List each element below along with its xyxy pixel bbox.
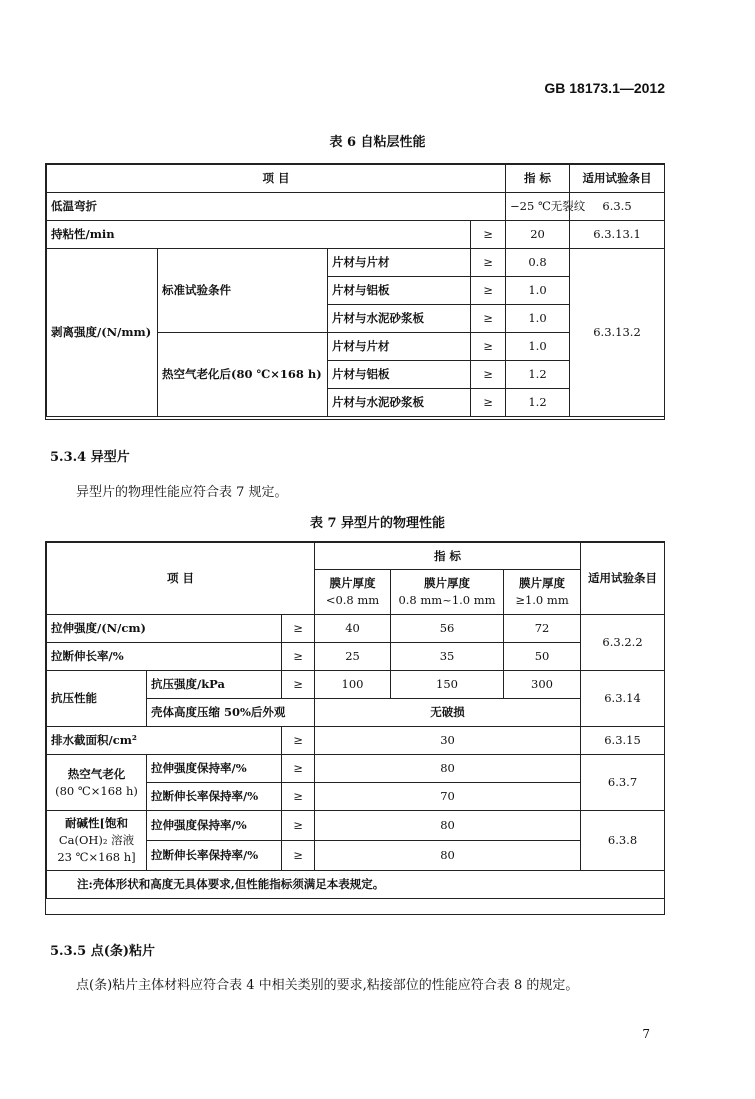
elongation-label: 拉断伸长率/% bbox=[47, 643, 282, 671]
heat-elong-label: 拉断伸长率保持率/% bbox=[147, 783, 282, 811]
table-row bbox=[47, 249, 665, 277]
alkali-line1: 耐碱性[饱和 bbox=[65, 815, 128, 830]
peel-std-2-cmp: ≥ bbox=[471, 277, 506, 305]
alkali-line2: Ca(OH)₂ 溶液 bbox=[58, 832, 135, 847]
drainage-cmp: ≥ bbox=[282, 727, 315, 755]
peel-std-2-value: 1.0 bbox=[506, 277, 570, 305]
table6 bbox=[46, 164, 665, 417]
alkali-tensile-label: 拉伸强度保持率/% bbox=[147, 811, 282, 841]
alkali-elong-cmp: ≥ bbox=[282, 841, 315, 871]
page-number: 7 bbox=[642, 1027, 650, 1041]
peel-aged-1-cmp: ≥ bbox=[471, 333, 506, 361]
peel-method: 6.3.13.2 bbox=[570, 249, 665, 417]
peel-aged-label: 热空气老化后(80 ℃×168 h) bbox=[158, 333, 328, 417]
table7-caption: 表 7 异型片的物理性能 bbox=[309, 516, 446, 531]
peel-aged-3-label: 片材与水泥砂浆板 bbox=[328, 389, 471, 417]
table7-col2-header bbox=[391, 570, 504, 615]
alkali-elong-label: 拉断伸长率保持率/% bbox=[147, 841, 282, 871]
table-row bbox=[47, 643, 665, 671]
table-row bbox=[47, 671, 665, 699]
table-row bbox=[47, 811, 665, 841]
heat-aging-line1: 热空气老化 bbox=[67, 766, 126, 781]
col2-line1: 膜片厚度 bbox=[424, 576, 471, 591]
table-row bbox=[47, 221, 665, 249]
elongation-v1: 25 bbox=[315, 643, 391, 671]
table6-header-method: 适用试验条目 bbox=[570, 165, 665, 193]
col3-line1: 膜片厚度 bbox=[519, 576, 566, 591]
table-row bbox=[47, 193, 665, 221]
table7-note-row bbox=[47, 871, 665, 899]
compression-v1: 100 bbox=[315, 671, 391, 699]
peel-aged-1-value: 1.0 bbox=[506, 333, 570, 361]
heat-elong-cmp: ≥ bbox=[282, 783, 315, 811]
heat-tensile-label: 拉伸强度保持率/% bbox=[147, 755, 282, 783]
table-row bbox=[47, 755, 665, 783]
table7-header-index: 指 标 bbox=[315, 543, 581, 570]
peel-std-3-value: 1.0 bbox=[506, 305, 570, 333]
tensile-v1: 40 bbox=[315, 615, 391, 643]
standard-code: GB 18173.1—2012 bbox=[544, 80, 665, 96]
alkali-label bbox=[47, 811, 147, 871]
drainage-method: 6.3.15 bbox=[581, 727, 665, 755]
col3-line2: ≥1.0 mm bbox=[515, 593, 569, 607]
tack-method: 6.3.13.1 bbox=[570, 221, 665, 249]
appearance-label: 壳体高度压缩 50%后外观 bbox=[147, 699, 315, 727]
alkali-tensile-cmp: ≥ bbox=[282, 811, 315, 841]
tensile-elong-method: 6.3.2.2 bbox=[581, 615, 665, 671]
tensile-v2: 56 bbox=[391, 615, 504, 643]
heat-aging-line2: (80 ℃×168 h) bbox=[55, 783, 138, 798]
compression-v2: 150 bbox=[391, 671, 504, 699]
tensile-cmp: ≥ bbox=[282, 615, 315, 643]
compression-v3: 300 bbox=[504, 671, 581, 699]
peel-aged-1-label: 片材与片材 bbox=[328, 333, 471, 361]
peel-standard-label: 标准试验条件 bbox=[158, 249, 328, 333]
tensile-v3: 72 bbox=[504, 615, 581, 643]
col2-line2: 0.8 mm~1.0 mm bbox=[398, 593, 496, 607]
col1-line1: 膜片厚度 bbox=[329, 576, 376, 591]
table7-header-method: 适用试验条目 bbox=[581, 543, 665, 615]
section-534-heading: 5.3.4 异型片 bbox=[50, 450, 130, 465]
compression-cmp: ≥ bbox=[282, 671, 315, 699]
drainage-value: 30 bbox=[315, 727, 581, 755]
peel-aged-2-value: 1.2 bbox=[506, 361, 570, 389]
peel-std-1-value: 0.8 bbox=[506, 249, 570, 277]
low-temp-label: 低温弯折 bbox=[47, 193, 506, 221]
peel-std-3-label: 片材与水泥砂浆板 bbox=[328, 305, 471, 333]
table6-caption: 表 6 自粘层性能 bbox=[329, 135, 426, 150]
table7-header-item: 项 目 bbox=[47, 543, 315, 615]
low-temp-method: 6.3.5 bbox=[570, 193, 665, 221]
table-row bbox=[47, 727, 665, 755]
table7 bbox=[46, 542, 665, 899]
tack-value: 20 bbox=[506, 221, 570, 249]
compression-method: 6.3.14 bbox=[581, 671, 665, 727]
alkali-line3: 23 ℃×168 h] bbox=[57, 850, 136, 865]
table7-col1-header bbox=[315, 570, 391, 615]
heat-aging-method: 6.3.7 bbox=[581, 755, 665, 811]
compression-label: 抗压性能 bbox=[47, 671, 147, 727]
elongation-v2: 35 bbox=[391, 643, 504, 671]
table7-note: 注:壳体形状和高度无具体要求,但性能指标须满足本表规定。 bbox=[47, 871, 665, 899]
heat-tensile-value: 80 bbox=[315, 755, 581, 783]
col1-line2: <0.8 mm bbox=[325, 593, 380, 607]
elongation-v3: 50 bbox=[504, 643, 581, 671]
table6-header-row bbox=[47, 165, 665, 193]
heat-aging-label bbox=[47, 755, 147, 811]
tack-label: 持粘性/min bbox=[47, 221, 471, 249]
peel-aged-3-cmp: ≥ bbox=[471, 389, 506, 417]
heat-tensile-cmp: ≥ bbox=[282, 755, 315, 783]
tack-cmp: ≥ bbox=[471, 221, 506, 249]
section-535-heading: 5.3.5 点(条)粘片 bbox=[50, 944, 156, 959]
peel-label: 剥离强度/(N/mm) bbox=[47, 249, 158, 417]
table7-col3-header bbox=[504, 570, 581, 615]
peel-std-2-label: 片材与铝板 bbox=[328, 277, 471, 305]
peel-aged-3-value: 1.2 bbox=[506, 389, 570, 417]
low-temp-value: −25 ℃无裂纹 bbox=[506, 193, 570, 221]
tensile-label: 拉伸强度/(N/cm) bbox=[47, 615, 282, 643]
table-row bbox=[47, 615, 665, 643]
section-535-body: 点(条)粘片主体材料应符合表 4 中相关类别的要求,粘接部位的性能应符合表 8 的规定。 bbox=[76, 978, 579, 993]
section-534-body: 异型片的物理性能应符合表 7 规定。 bbox=[76, 485, 288, 500]
peel-std-1-cmp: ≥ bbox=[471, 249, 506, 277]
appearance-value: 无破损 bbox=[315, 699, 581, 727]
drainage-label: 排水截面积/cm² bbox=[47, 727, 282, 755]
compression-strength-label: 抗压强度/kPa bbox=[147, 671, 282, 699]
peel-aged-2-label: 片材与铝板 bbox=[328, 361, 471, 389]
table7-header-row bbox=[47, 543, 665, 570]
table6-header-item: 项 目 bbox=[47, 165, 506, 193]
peel-aged-2-cmp: ≥ bbox=[471, 361, 506, 389]
alkali-method: 6.3.8 bbox=[581, 811, 665, 871]
alkali-elong-value: 80 bbox=[315, 841, 581, 871]
elongation-cmp: ≥ bbox=[282, 643, 315, 671]
alkali-tensile-value: 80 bbox=[315, 811, 581, 841]
heat-elong-value: 70 bbox=[315, 783, 581, 811]
peel-std-3-cmp: ≥ bbox=[471, 305, 506, 333]
table6-header-index: 指 标 bbox=[506, 165, 570, 193]
peel-std-1-label: 片材与片材 bbox=[328, 249, 471, 277]
